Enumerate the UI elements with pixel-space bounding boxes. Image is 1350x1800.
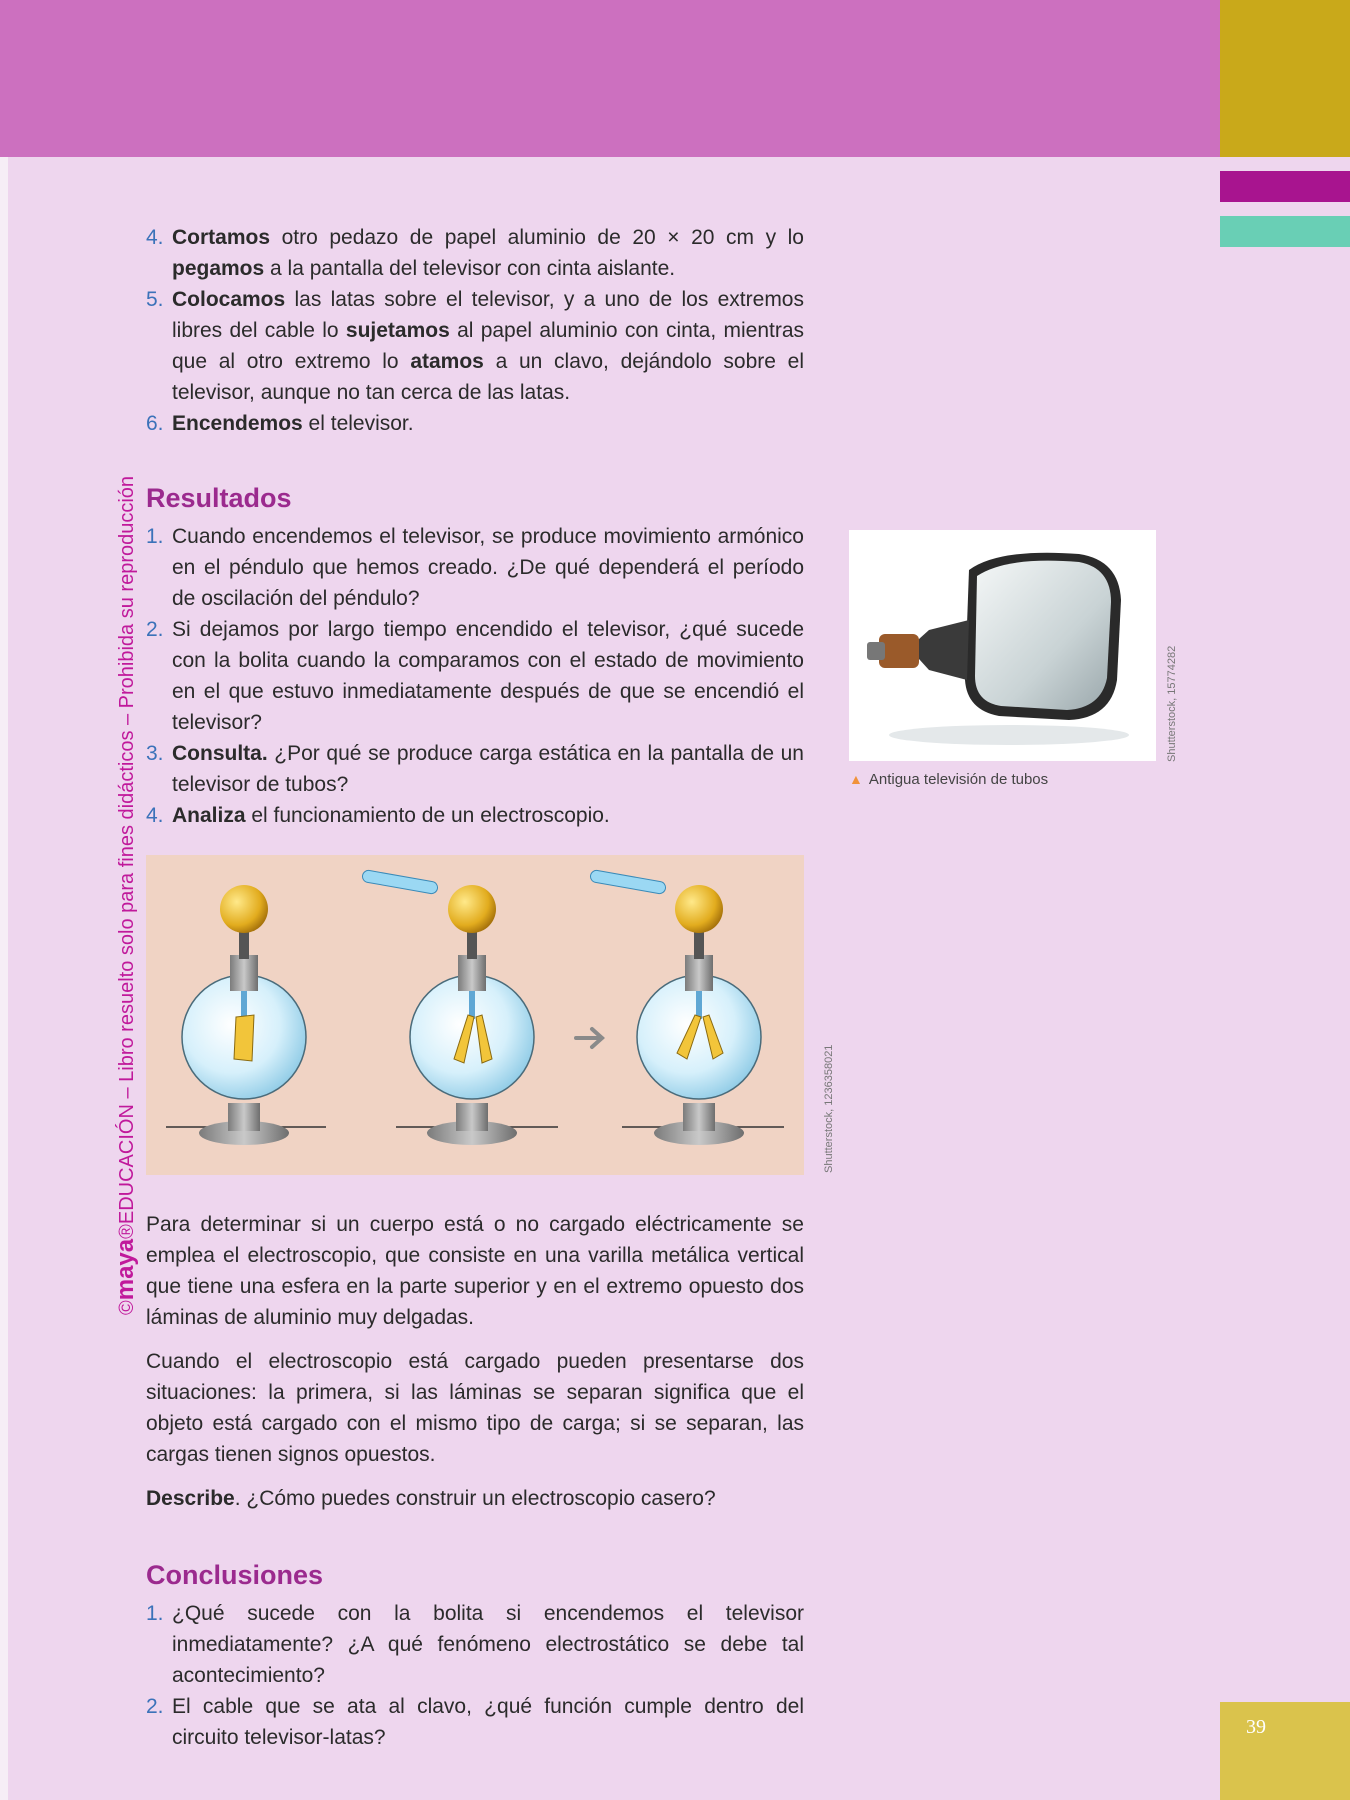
arrow-icon bbox=[576, 1029, 602, 1047]
left-page-edge bbox=[0, 157, 8, 1800]
list-item: 6. Encendemos el televisor. bbox=[146, 412, 414, 435]
electroscope-1 bbox=[166, 885, 326, 1145]
paragraph: Cuando el electroscopio está cargado pueden presentarse dos situaciones: la primera, si las láminas se separan significa que el objeto está cargado con el mismo tipo de carga; si se separan, las cargas tienen signos opuestos. bbox=[146, 1350, 804, 1466]
page-number-box bbox=[1220, 1702, 1350, 1800]
describe-prompt: Describe. ¿Cómo puedes construir un electroscopio casero? bbox=[146, 1487, 716, 1510]
page-number: 39 bbox=[1246, 1716, 1266, 1738]
conclusiones-list bbox=[146, 1598, 804, 1753]
tv-photo bbox=[849, 530, 1156, 761]
list-item: 4. Cortamos otro pedazo de papel aluminio de 20 × 20 cm y lo pegamos a la pantalla del televisor con cinta aislante. bbox=[146, 226, 804, 280]
brand-logo: maya bbox=[112, 1238, 139, 1301]
list-item: 4. Analiza el funcionamiento de un electroscopio. bbox=[146, 804, 610, 827]
procedure-steps bbox=[146, 222, 804, 439]
list-item: 3. Consulta. ¿Por qué se produce carga estática en la pantalla de un televisor de tubos? bbox=[146, 742, 804, 796]
list-item: 2. Si dejamos por largo tiempo encendido el televisor, ¿qué sucede con la bolita cuando la comparamos con el estado de movimiento en el que estuvo inmediatamente después de que se encendió el televisor? bbox=[146, 618, 804, 734]
section-title-resultados: Resultados bbox=[146, 483, 292, 513]
section-title-conclusiones: Conclusiones bbox=[146, 1560, 324, 1590]
main-content bbox=[146, 222, 835, 1753]
electroscope-illustration bbox=[146, 855, 835, 1175]
section-tab-magenta bbox=[1220, 171, 1350, 202]
section-tab-teal bbox=[1220, 216, 1350, 247]
electroscope-2 bbox=[362, 869, 558, 1145]
electroscope-drawing bbox=[146, 855, 804, 1175]
header-corner-block bbox=[1220, 0, 1350, 157]
figure-credit: Shutterstock, 1236358021 bbox=[823, 1044, 835, 1173]
triangle-icon: ▲ bbox=[849, 771, 863, 787]
list-item: 5. Colocamos las latas sobre el televisor, y a uno de los extremos libres del cable lo sujetamos al papel aluminio con cinta, mientras que al otro extremo lo atamos a un clavo, dejándolo sobre el televisor, aunque no tan cerca de las latas. bbox=[146, 288, 805, 404]
list-item: 2. El cable que se ata al clavo, ¿qué función cumple dentro del circuito televisor-latas? bbox=[146, 1695, 804, 1749]
tv-photo-credit: Shutterstock, 15774282 bbox=[1166, 645, 1178, 762]
copyright-side-text: ©maya®EDUCACIÓN – Libro resuelto solo para fines didácticos – Prohibida su reproducción bbox=[112, 475, 139, 1315]
tube-tv-image bbox=[849, 530, 1156, 761]
paragraph: Para determinar si un cuerpo está o no cargado eléctricamente se emplea el electroscopio, que consiste en una varilla metálica vertical que tiene una esfera en la parte superior y en el extremo opuesto dos láminas de aluminio muy delgadas. bbox=[146, 1213, 804, 1329]
list-item: 1. ¿Qué sucede con la bolita si encendemos el televisor inmediatamente? ¿A qué fenómeno electrostático se debe tal acontecimiento? bbox=[146, 1602, 804, 1687]
tv-caption: ▲ Antigua televisión de tubos bbox=[849, 771, 1049, 788]
list-item: 1. Cuando encendemos el televisor, se produce movimiento armónico en el péndulo que hemos creado. ¿De qué dependerá el período de oscilación del péndulo? bbox=[146, 525, 804, 610]
electroscope-3 bbox=[590, 869, 784, 1145]
resultados-list bbox=[146, 521, 804, 831]
header-band bbox=[0, 0, 1220, 157]
